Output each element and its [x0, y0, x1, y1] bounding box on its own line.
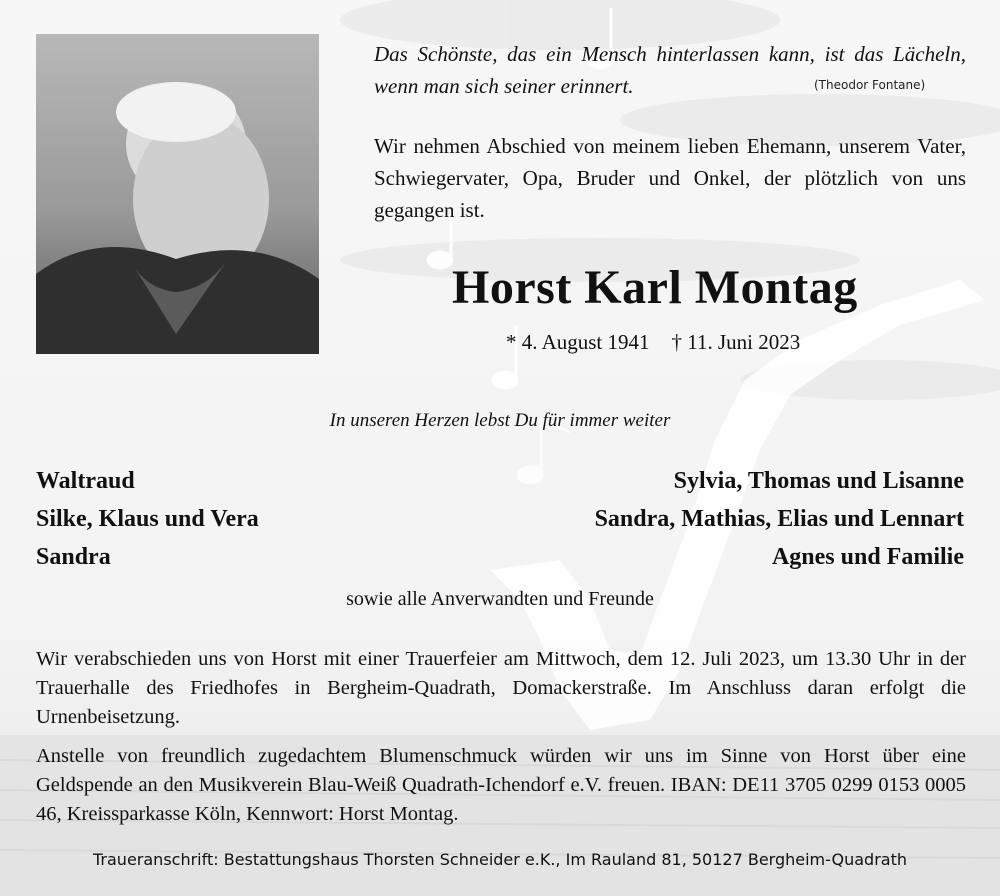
donation-info: Anstelle von freundlich zugedachtem Blumenschmuck würden wir uns im Sinne von Horst über eine Geldspende an den Musikverein Blau-Weiß Quadrath-Ichendorf e.V. freuen. IBAN: DE11 3705 0299 0153 0005 46, Kreissparkasse Köln, Kennwort: Horst Montag.	[36, 745, 966, 825]
deceased-name: Horst Karl Montag	[452, 261, 858, 314]
mourners-left	[36, 462, 259, 576]
mourner-name: Sylvia, Thomas und Lisanne	[673, 468, 964, 494]
mourners-right	[595, 462, 964, 576]
memorial-motto: In unseren Herzen lebst Du für immer weiter	[329, 410, 671, 431]
mourner-name: Agnes und Familie	[771, 544, 964, 570]
death-date: † 11. Juni 2023	[671, 330, 801, 354]
portrait-silhouette	[36, 34, 319, 354]
portrait-photo	[36, 34, 319, 354]
quote-author: (Theodor Fontane)	[814, 78, 926, 92]
quote-text: Das Schönste, das ein Mensch hinterlassen kann, ist das Lächeln, wenn man sich seiner erinnert.	[374, 42, 966, 98]
mourner-name: Waltraud	[36, 468, 135, 494]
birth-date: * 4. August 1941	[506, 330, 650, 354]
mourner-name: Sandra, Mathias, Elias und Lennart	[594, 506, 964, 532]
ceremony-info: Wir verabschieden uns von Horst mit einer Trauerfeier am Mittwoch, dem 12. Juli 2023, um 13.30 Uhr in der Trauerhalle des Friedhofes in Bergheim-Quadrath, Domackerstraße. Im Anschluss daran erfolgt die Urnenbeisetzung.	[36, 648, 966, 728]
mourning-address: Traueranschrift: Bestattungshaus Thorsten Schneider e.K., Im Rauland 81, 50127 Bergheim-Quadrath	[93, 850, 907, 869]
farewell-intro: Wir nehmen Abschied von meinem lieben Ehemann, unserem Vater, Schwiegervater, Opa, Bruder und Onkel, der plötzlich von uns gegangen ist.	[374, 134, 966, 222]
relatives-line: sowie alle Anverwandten und Freunde	[346, 588, 654, 610]
mourner-name: Sandra	[36, 544, 111, 570]
life-dates	[506, 330, 800, 355]
mourner-name: Silke, Klaus und Vera	[36, 506, 259, 532]
